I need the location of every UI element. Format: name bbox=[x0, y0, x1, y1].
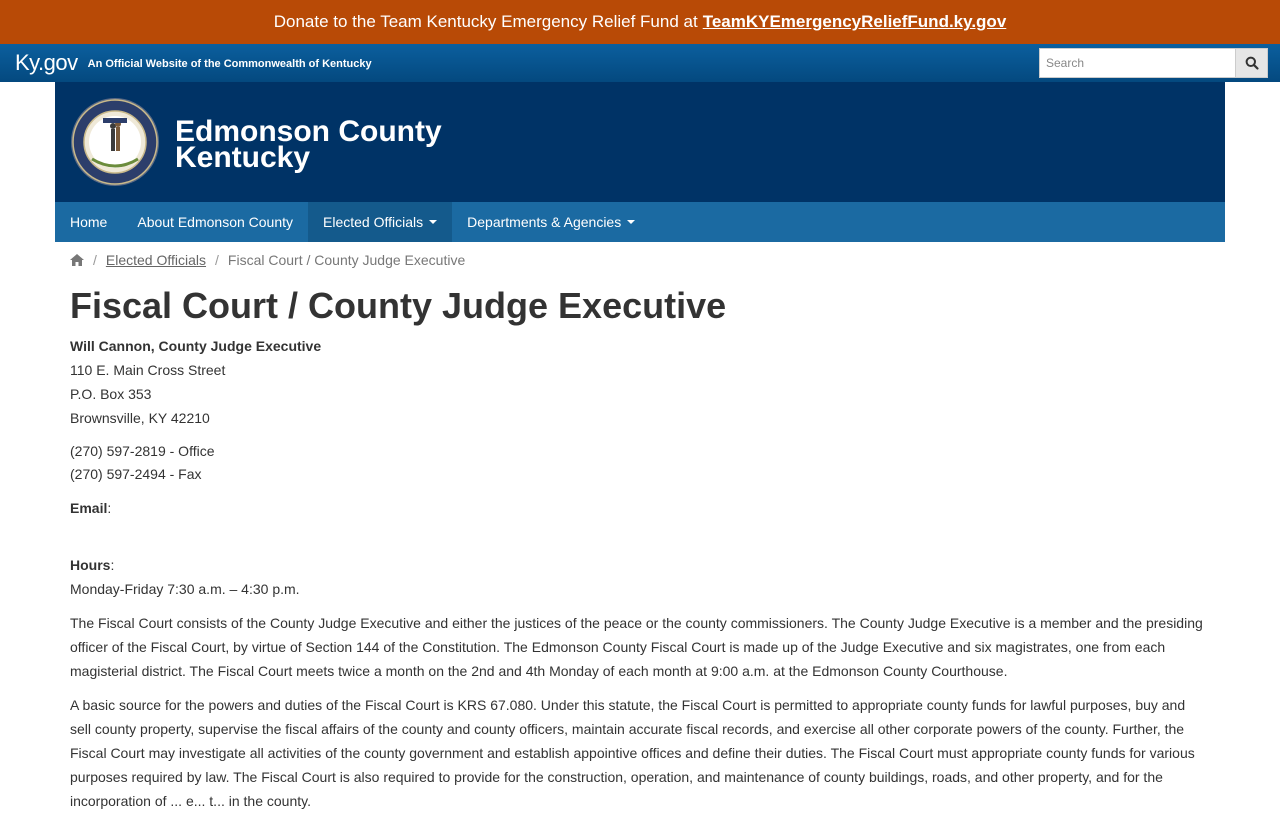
breadcrumb-separator: / bbox=[93, 252, 97, 268]
breadcrumb-current: Fiscal Court / County Judge Executive bbox=[227, 252, 466, 268]
nav-about-label: About Edmonson County bbox=[137, 214, 294, 230]
hours-label: Hours bbox=[70, 557, 111, 573]
nav-home-label: Home bbox=[70, 214, 108, 230]
breadcrumb-separator: / bbox=[215, 252, 219, 268]
contact-phones bbox=[70, 440, 1210, 486]
hours-section: Hours: Monday-Friday 7:30 a.m. – 4:30 p.m. bbox=[70, 553, 1210, 601]
hours-value: Monday-Friday 7:30 a.m. – 4:30 p.m. bbox=[70, 581, 300, 597]
caret-down-icon bbox=[627, 220, 635, 224]
page-content bbox=[55, 286, 1225, 813]
county-title[interactable] bbox=[175, 115, 442, 174]
nav-about[interactable] bbox=[122, 202, 308, 242]
search-icon bbox=[1245, 56, 1259, 70]
nav-elected-officials[interactable] bbox=[308, 202, 452, 242]
contact-address bbox=[70, 334, 1210, 430]
county-title-line1: Edmonson County bbox=[175, 115, 442, 148]
official-name: Will Cannon, County Judge Executive bbox=[70, 338, 322, 354]
kygov-bar bbox=[0, 44, 1280, 82]
donate-text: Donate to the Team Kentucky Emergency Relief Fund at bbox=[273, 12, 698, 31]
main-container bbox=[55, 82, 1225, 813]
site-header bbox=[55, 82, 1225, 202]
address-line3: Brownsville, KY 42210 bbox=[70, 410, 210, 426]
nav-elected-officials-label: Elected Officials bbox=[323, 214, 424, 230]
search-input[interactable] bbox=[1039, 48, 1235, 78]
address-line2: P.O. Box 353 bbox=[70, 386, 152, 402]
search-form bbox=[1039, 48, 1268, 78]
page-title: Fiscal Court / County Judge Executive bbox=[70, 285, 727, 326]
home-icon[interactable] bbox=[70, 254, 84, 266]
kygov-tagline: An Official Website of the Commonwealth of Kentucky bbox=[87, 58, 372, 70]
nav-departments-label: Departments & Agencies bbox=[467, 214, 622, 230]
breadcrumb bbox=[55, 242, 1225, 278]
nav-departments[interactable] bbox=[452, 202, 650, 242]
kygov-logo[interactable]: Ky.gov bbox=[15, 50, 78, 75]
caret-down-icon bbox=[429, 220, 437, 224]
email-label: Email bbox=[70, 500, 108, 516]
donate-link[interactable]: TeamKYEmergencyReliefFund.ky.gov bbox=[702, 12, 1007, 31]
breadcrumb-elected-officials[interactable]: Elected Officials bbox=[105, 252, 207, 268]
email-section: Email: bbox=[70, 500, 112, 516]
county-title-line2: Kentucky bbox=[175, 141, 311, 174]
nav-home[interactable] bbox=[55, 202, 122, 242]
paragraph-powers: A basic source for the powers and duties of the Fiscal Court is KRS 67.080. Under this statute, the Fiscal Court is permitted to appropriate county funds for lawful purposes, buy and sell county property, supervise the fiscal affairs of the county and county officers, maintain accurate fiscal records, and exercise all other corporate powers of the county. Further, the Fiscal Court may investigate all activities of the county government and establish appointive offices and define their duties. The Fiscal Court must appropriate county funds for various purposes required by law. The Fiscal Court is also required to provide for the construction, operation, and maintenance of county buildings, roads, and other property, and for the incorporation of ... e... t... in the county. bbox=[70, 697, 1195, 809]
donate-banner bbox=[0, 0, 1280, 44]
phone-fax: (270) 597-2494 - Fax bbox=[70, 466, 202, 482]
search-button[interactable] bbox=[1235, 48, 1268, 78]
address-line1: 110 E. Main Cross Street bbox=[70, 362, 226, 378]
phone-office: (270) 597-2819 - Office bbox=[70, 443, 215, 459]
kentucky-seal-icon[interactable] bbox=[70, 97, 160, 187]
main-nav bbox=[55, 202, 1225, 242]
paragraph-fiscal-court: The Fiscal Court consists of the County Judge Executive and either the justices of the peace or the county commissioners. The County Judge Executive is a member and the presiding officer of the Fiscal Court, by virtue of Section 144 of the Constitution. The Edmonson County Fiscal Court is made up of the Judge Executive and six magistrates, one from each magisterial district. The Fiscal Court meets twice a month on the 2nd and 4th Monday of each month at 9:00 a.m. at the Edmonson County Courthouse. bbox=[70, 615, 1203, 679]
